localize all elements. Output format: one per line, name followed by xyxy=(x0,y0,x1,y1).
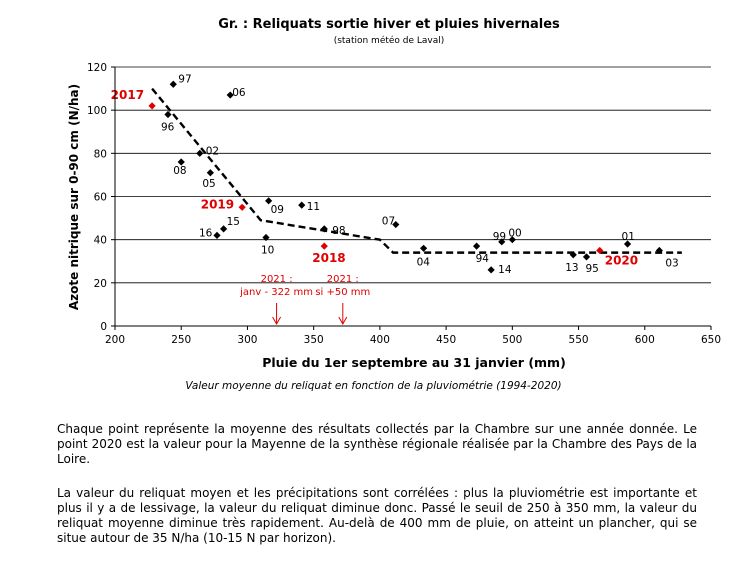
point-label-16: 16 xyxy=(198,227,213,240)
y-tick-label: 40 xyxy=(93,234,107,247)
point-label-97: 97 xyxy=(178,73,192,86)
point-label-2019: 2019 xyxy=(200,197,235,212)
x-tick-label: 650 xyxy=(700,334,722,346)
y-tick-label: 60 xyxy=(93,191,107,204)
data-point-95 xyxy=(583,253,590,260)
trend-layer xyxy=(152,89,682,253)
y-axis-label: Azote nitrique sur 0-90 cm (N/ha) xyxy=(67,83,81,311)
point-label-99: 99 xyxy=(492,230,507,243)
point-label-05: 05 xyxy=(202,177,216,190)
point-label-09: 09 xyxy=(270,203,285,216)
data-point-97 xyxy=(170,81,177,88)
annotation-line2: si +50 mm xyxy=(315,287,371,298)
x-tick-label: 550 xyxy=(568,334,589,346)
x-tick-label: 200 xyxy=(104,334,126,346)
point-label-2018: 2018 xyxy=(312,251,346,266)
x-tick-label: 350 xyxy=(303,334,324,346)
y-tick-label: 120 xyxy=(86,62,107,74)
y-tick-label: 0 xyxy=(100,321,107,333)
point-label-95: 95 xyxy=(585,262,599,275)
point-label-08: 08 xyxy=(173,164,187,177)
grid-lines xyxy=(115,67,711,283)
chart-title: Gr. : Reliquats sortie hiver et pluies hivernales xyxy=(218,17,560,32)
point-label-13: 13 xyxy=(565,261,579,274)
data-point-11 xyxy=(298,202,305,209)
data-point-04 xyxy=(420,245,427,252)
points-layer xyxy=(111,73,679,276)
data-point-2018 xyxy=(321,243,328,250)
x-tick-label: 400 xyxy=(369,334,390,346)
y-tick-label: 80 xyxy=(93,148,107,161)
y-tick-label: 100 xyxy=(86,105,107,118)
x-tick-label: 450 xyxy=(436,334,457,346)
x-tick-label: 600 xyxy=(634,334,655,346)
x-tick-label: 300 xyxy=(237,334,258,346)
point-label-04: 04 xyxy=(416,256,430,269)
annotation-layer xyxy=(239,274,370,324)
data-point-16 xyxy=(213,232,220,239)
point-label-14: 14 xyxy=(498,263,512,276)
x-axis-label: Pluie du 1er septembre au 31 janvier (mm) xyxy=(262,355,566,370)
trend-line xyxy=(152,89,682,253)
point-label-15: 15 xyxy=(226,215,240,228)
x-tick-label: 500 xyxy=(502,334,523,346)
point-label-2020: 2020 xyxy=(604,253,639,268)
point-label-06: 06 xyxy=(232,87,246,100)
paragraph-2: La valeur du reliquat moyen et les précipitations sont corrélées : plus la pluviométrie est importante et plus il y a de lessivage, la valeur du reliquat diminue donc. Passé le seuil de 250 à 350 mm, la valeur du reliquat moyenne diminue très rapidement. Au-delà de 400 mm de pluie, on atteint un plancher, qui se situe autour de 35 N/ha (10-15 N par horizon). xyxy=(57,486,697,545)
point-label-00: 00 xyxy=(508,227,522,240)
x-tick-label: 250 xyxy=(171,334,192,346)
point-label-10: 10 xyxy=(260,244,275,257)
annotation-line1: 2021 : xyxy=(326,274,359,285)
data-point-05 xyxy=(207,169,214,176)
data-point-14 xyxy=(488,266,495,273)
point-label-03: 03 xyxy=(665,257,679,270)
y-tick-label: 20 xyxy=(93,277,107,290)
point-label-01: 01 xyxy=(621,230,635,243)
annotation-line2: janv - 322 mm xyxy=(240,287,314,298)
figure-caption: Valeur moyenne du reliquat en fonction de la pluviométrie (1994-2020) xyxy=(185,380,562,392)
point-label-2017: 2017 xyxy=(110,87,145,102)
axes xyxy=(87,62,721,346)
point-label-96: 96 xyxy=(160,121,175,134)
data-point-2017 xyxy=(148,102,155,109)
point-label-11: 11 xyxy=(306,201,321,214)
data-point-94 xyxy=(473,243,480,250)
annotation-line1: 2021 : xyxy=(260,274,293,285)
data-point-2019 xyxy=(239,204,246,211)
data-point-96 xyxy=(164,111,171,118)
paragraph-1: Chaque point représente la moyenne des résultats collectés par la Chambre sur une année donnée. Le point 2020 est la valeur pour la Mayenne de la synthèse régionale réalisée par la Chambre des Pays de la Loire. xyxy=(57,422,697,466)
point-label-07: 07 xyxy=(381,215,396,228)
point-label-94: 94 xyxy=(475,253,489,266)
point-label-02: 02 xyxy=(205,145,220,158)
chart-subtitle: (station météo de Laval) xyxy=(333,36,445,46)
point-label-98: 98 xyxy=(332,224,346,237)
